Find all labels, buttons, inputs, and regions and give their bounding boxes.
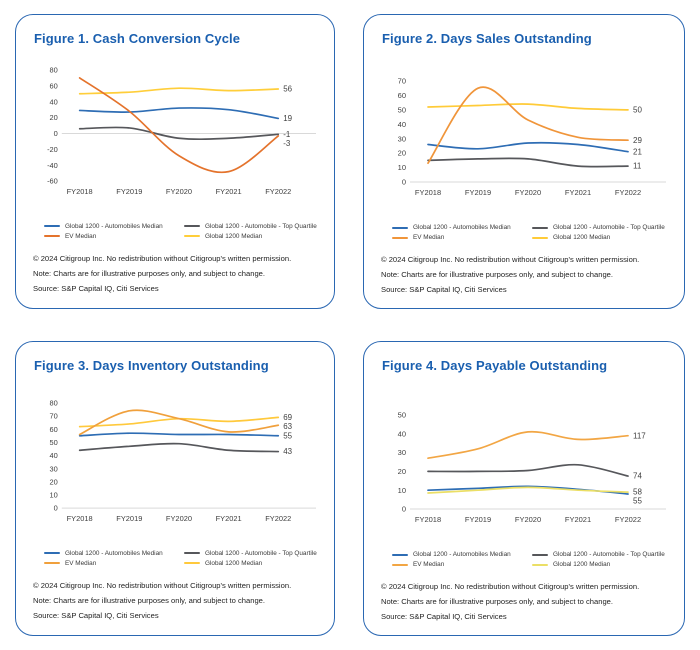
legend-swatch: [184, 552, 200, 554]
legend-label: EV Median: [413, 561, 445, 568]
svg-text:74: 74: [633, 471, 642, 481]
legend-swatch: [44, 562, 60, 564]
svg-text:FY2020: FY2020: [165, 514, 193, 524]
copyright-text: © 2024 Citigroup Inc. No redistribution without Citigroup's written permission.: [33, 253, 292, 263]
legend-item: [532, 224, 668, 231]
svg-text:20: 20: [49, 113, 58, 123]
legend-item: [44, 550, 180, 557]
svg-text:0: 0: [53, 503, 58, 513]
svg-text:FY2020: FY2020: [514, 188, 542, 197]
svg-text:-60: -60: [47, 176, 58, 186]
svg-text:55: 55: [633, 496, 642, 506]
figure3-chart: [32, 389, 318, 540]
note-text: Note: Charts are for illustrative purposes only, and subject to change.: [381, 597, 614, 606]
legend-swatch: [392, 237, 408, 239]
svg-text:FY2022: FY2022: [614, 515, 642, 524]
svg-text:30: 30: [397, 448, 406, 458]
svg-text:FY2021: FY2021: [564, 188, 592, 197]
svg-text:117: 117: [633, 431, 646, 441]
figure4-legend: [392, 551, 668, 568]
legend-label: Global 1200 - Automobiles Median: [65, 549, 163, 557]
svg-text:20: 20: [49, 477, 58, 487]
copyright-text: © 2024 Citigroup Inc. No redistribution without Citigroup's written permission.: [381, 255, 640, 264]
svg-text:60: 60: [49, 81, 58, 91]
figure2-title: Figure 2. Days Sales Outstanding: [382, 31, 592, 46]
svg-text:11: 11: [633, 161, 642, 171]
svg-text:FY2019: FY2019: [464, 515, 492, 524]
figure4-footnote: [381, 579, 668, 624]
svg-text:40: 40: [397, 119, 406, 129]
svg-text:FY2022: FY2022: [265, 514, 292, 524]
legend-label: Global 1200 Median: [553, 234, 611, 241]
svg-text:FY2021: FY2021: [564, 515, 592, 524]
legend-swatch: [532, 227, 548, 229]
legend-swatch: [532, 237, 548, 239]
legend-item: [392, 561, 528, 568]
figure2-legend: [392, 224, 668, 241]
legend-label: Global 1200 - Automobile - Top Quartile: [553, 551, 665, 558]
legend-swatch: [184, 235, 200, 237]
svg-text:-40: -40: [47, 160, 58, 170]
svg-text:50: 50: [397, 105, 406, 115]
svg-text:56: 56: [283, 84, 293, 94]
figure2-footnote: [381, 252, 668, 297]
svg-text:FY2021: FY2021: [215, 514, 242, 524]
svg-text:40: 40: [49, 97, 58, 107]
svg-text:29: 29: [633, 135, 642, 145]
svg-text:50: 50: [49, 438, 58, 448]
copyright-text: © 2024 Citigroup Inc. No redistribution without Citigroup's written permission.: [381, 582, 640, 591]
figure4-card: [363, 341, 685, 636]
legend-item: [184, 233, 318, 240]
svg-text:-20: -20: [47, 144, 58, 154]
svg-text:50: 50: [397, 410, 406, 420]
legend-label: Global 1200 Median: [205, 232, 263, 240]
svg-text:30: 30: [397, 134, 406, 144]
svg-text:70: 70: [397, 76, 406, 86]
svg-text:40: 40: [397, 429, 406, 439]
legend-label: EV Median: [65, 232, 97, 240]
svg-text:58: 58: [633, 487, 642, 497]
legend-swatch: [44, 225, 60, 227]
svg-text:30: 30: [49, 464, 58, 474]
svg-text:0: 0: [53, 129, 58, 139]
legend-item: [184, 223, 318, 230]
svg-text:60: 60: [49, 424, 58, 434]
svg-text:70: 70: [49, 411, 58, 421]
legend-item: [184, 560, 318, 567]
svg-text:FY2018: FY2018: [66, 514, 93, 524]
svg-text:FY2019: FY2019: [116, 514, 143, 524]
legend-swatch: [44, 235, 60, 237]
legend-swatch: [392, 227, 408, 229]
figure1-title: Figure 1. Cash Conversion Cycle: [34, 31, 241, 46]
legend-swatch: [532, 554, 548, 556]
legend-swatch: [184, 562, 200, 564]
svg-text:FY2019: FY2019: [116, 187, 143, 197]
svg-text:19: 19: [283, 113, 293, 123]
legend-label: EV Median: [65, 559, 97, 567]
figure3-legend: [44, 550, 318, 567]
figure4-title: Figure 4. Days Payable Outstanding: [382, 358, 608, 373]
figure3-card: [15, 341, 335, 636]
svg-text:0: 0: [401, 504, 406, 514]
figure3-footnote: [33, 578, 318, 623]
source-text: Source: S&P Capital IQ, Citi Services: [33, 283, 159, 293]
legend-swatch: [532, 564, 548, 566]
svg-text:20: 20: [397, 148, 406, 158]
legend-item: [532, 234, 668, 241]
svg-text:69: 69: [283, 412, 293, 422]
legend-label: Global 1200 - Automobile - Top Quartile: [205, 549, 317, 557]
svg-text:FY2019: FY2019: [464, 188, 492, 197]
legend-item: [44, 560, 180, 567]
legend-item: [532, 551, 668, 558]
legend-swatch: [392, 564, 408, 566]
note-text: Note: Charts are for illustrative purposes only, and subject to change.: [381, 270, 614, 279]
svg-text:FY2020: FY2020: [514, 515, 542, 524]
svg-text:-3: -3: [283, 138, 291, 148]
legend-item: [392, 224, 528, 231]
svg-text:FY2020: FY2020: [165, 187, 193, 197]
legend-label: Global 1200 - Automobile - Top Quartile: [553, 224, 665, 231]
svg-text:FY2018: FY2018: [414, 515, 442, 524]
note-text: Note: Charts are for illustrative purposes only, and subject to change.: [33, 595, 266, 605]
legend-label: Global 1200 - Automobile - Top Quartile: [205, 222, 317, 230]
svg-text:0: 0: [401, 177, 406, 187]
svg-text:FY2018: FY2018: [66, 187, 93, 197]
figure1-footnote: [33, 251, 318, 296]
svg-text:55: 55: [283, 431, 293, 441]
note-text: Note: Charts are for illustrative purposes only, and subject to change.: [33, 268, 266, 278]
svg-text:10: 10: [49, 490, 58, 500]
figure1-legend: [44, 223, 318, 240]
figure2-card: [363, 14, 685, 309]
legend-item: [44, 223, 180, 230]
svg-text:10: 10: [397, 163, 406, 173]
svg-text:21: 21: [633, 147, 642, 157]
svg-text:50: 50: [633, 105, 642, 115]
legend-item: [184, 550, 318, 557]
legend-label: EV Median: [413, 234, 445, 241]
svg-text:20: 20: [397, 467, 406, 476]
figure4-chart: [380, 389, 668, 541]
svg-text:80: 80: [49, 398, 58, 408]
legend-label: Global 1200 Median: [205, 559, 263, 567]
legend-label: Global 1200 - Automobiles Median: [413, 551, 511, 558]
legend-swatch: [184, 225, 200, 227]
legend-label: Global 1200 Median: [553, 561, 611, 568]
svg-text:FY2022: FY2022: [614, 188, 642, 197]
legend-label: Global 1200 - Automobiles Median: [65, 222, 163, 230]
svg-text:FY2021: FY2021: [215, 187, 242, 197]
figure1-card: [15, 14, 335, 309]
legend-item: [532, 561, 668, 568]
source-text: Source: S&P Capital IQ, Citi Services: [33, 610, 159, 620]
figure2-chart: [380, 62, 668, 214]
figure3-title: Figure 3. Days Inventory Outstanding: [34, 358, 269, 373]
copyright-text: © 2024 Citigroup Inc. No redistribution without Citigroup's written permission.: [33, 580, 292, 590]
svg-text:FY2018: FY2018: [414, 188, 442, 197]
legend-swatch: [392, 554, 408, 556]
svg-text:10: 10: [397, 485, 406, 495]
svg-text:43: 43: [283, 447, 293, 457]
svg-text:80: 80: [49, 65, 58, 75]
legend-label: Global 1200 - Automobiles Median: [413, 224, 511, 231]
legend-item: [44, 233, 180, 240]
source-text: Source: S&P Capital IQ, Citi Services: [381, 612, 507, 621]
source-text: Source: S&P Capital IQ, Citi Services: [381, 285, 507, 294]
legend-item: [392, 551, 528, 558]
svg-text:40: 40: [49, 451, 58, 461]
svg-text:60: 60: [397, 91, 406, 100]
legend-item: [392, 234, 528, 241]
svg-text:-1: -1: [283, 129, 291, 139]
legend-swatch: [44, 552, 60, 554]
figure1-chart: [32, 62, 318, 213]
svg-text:63: 63: [283, 421, 293, 431]
svg-text:FY2022: FY2022: [265, 187, 292, 197]
